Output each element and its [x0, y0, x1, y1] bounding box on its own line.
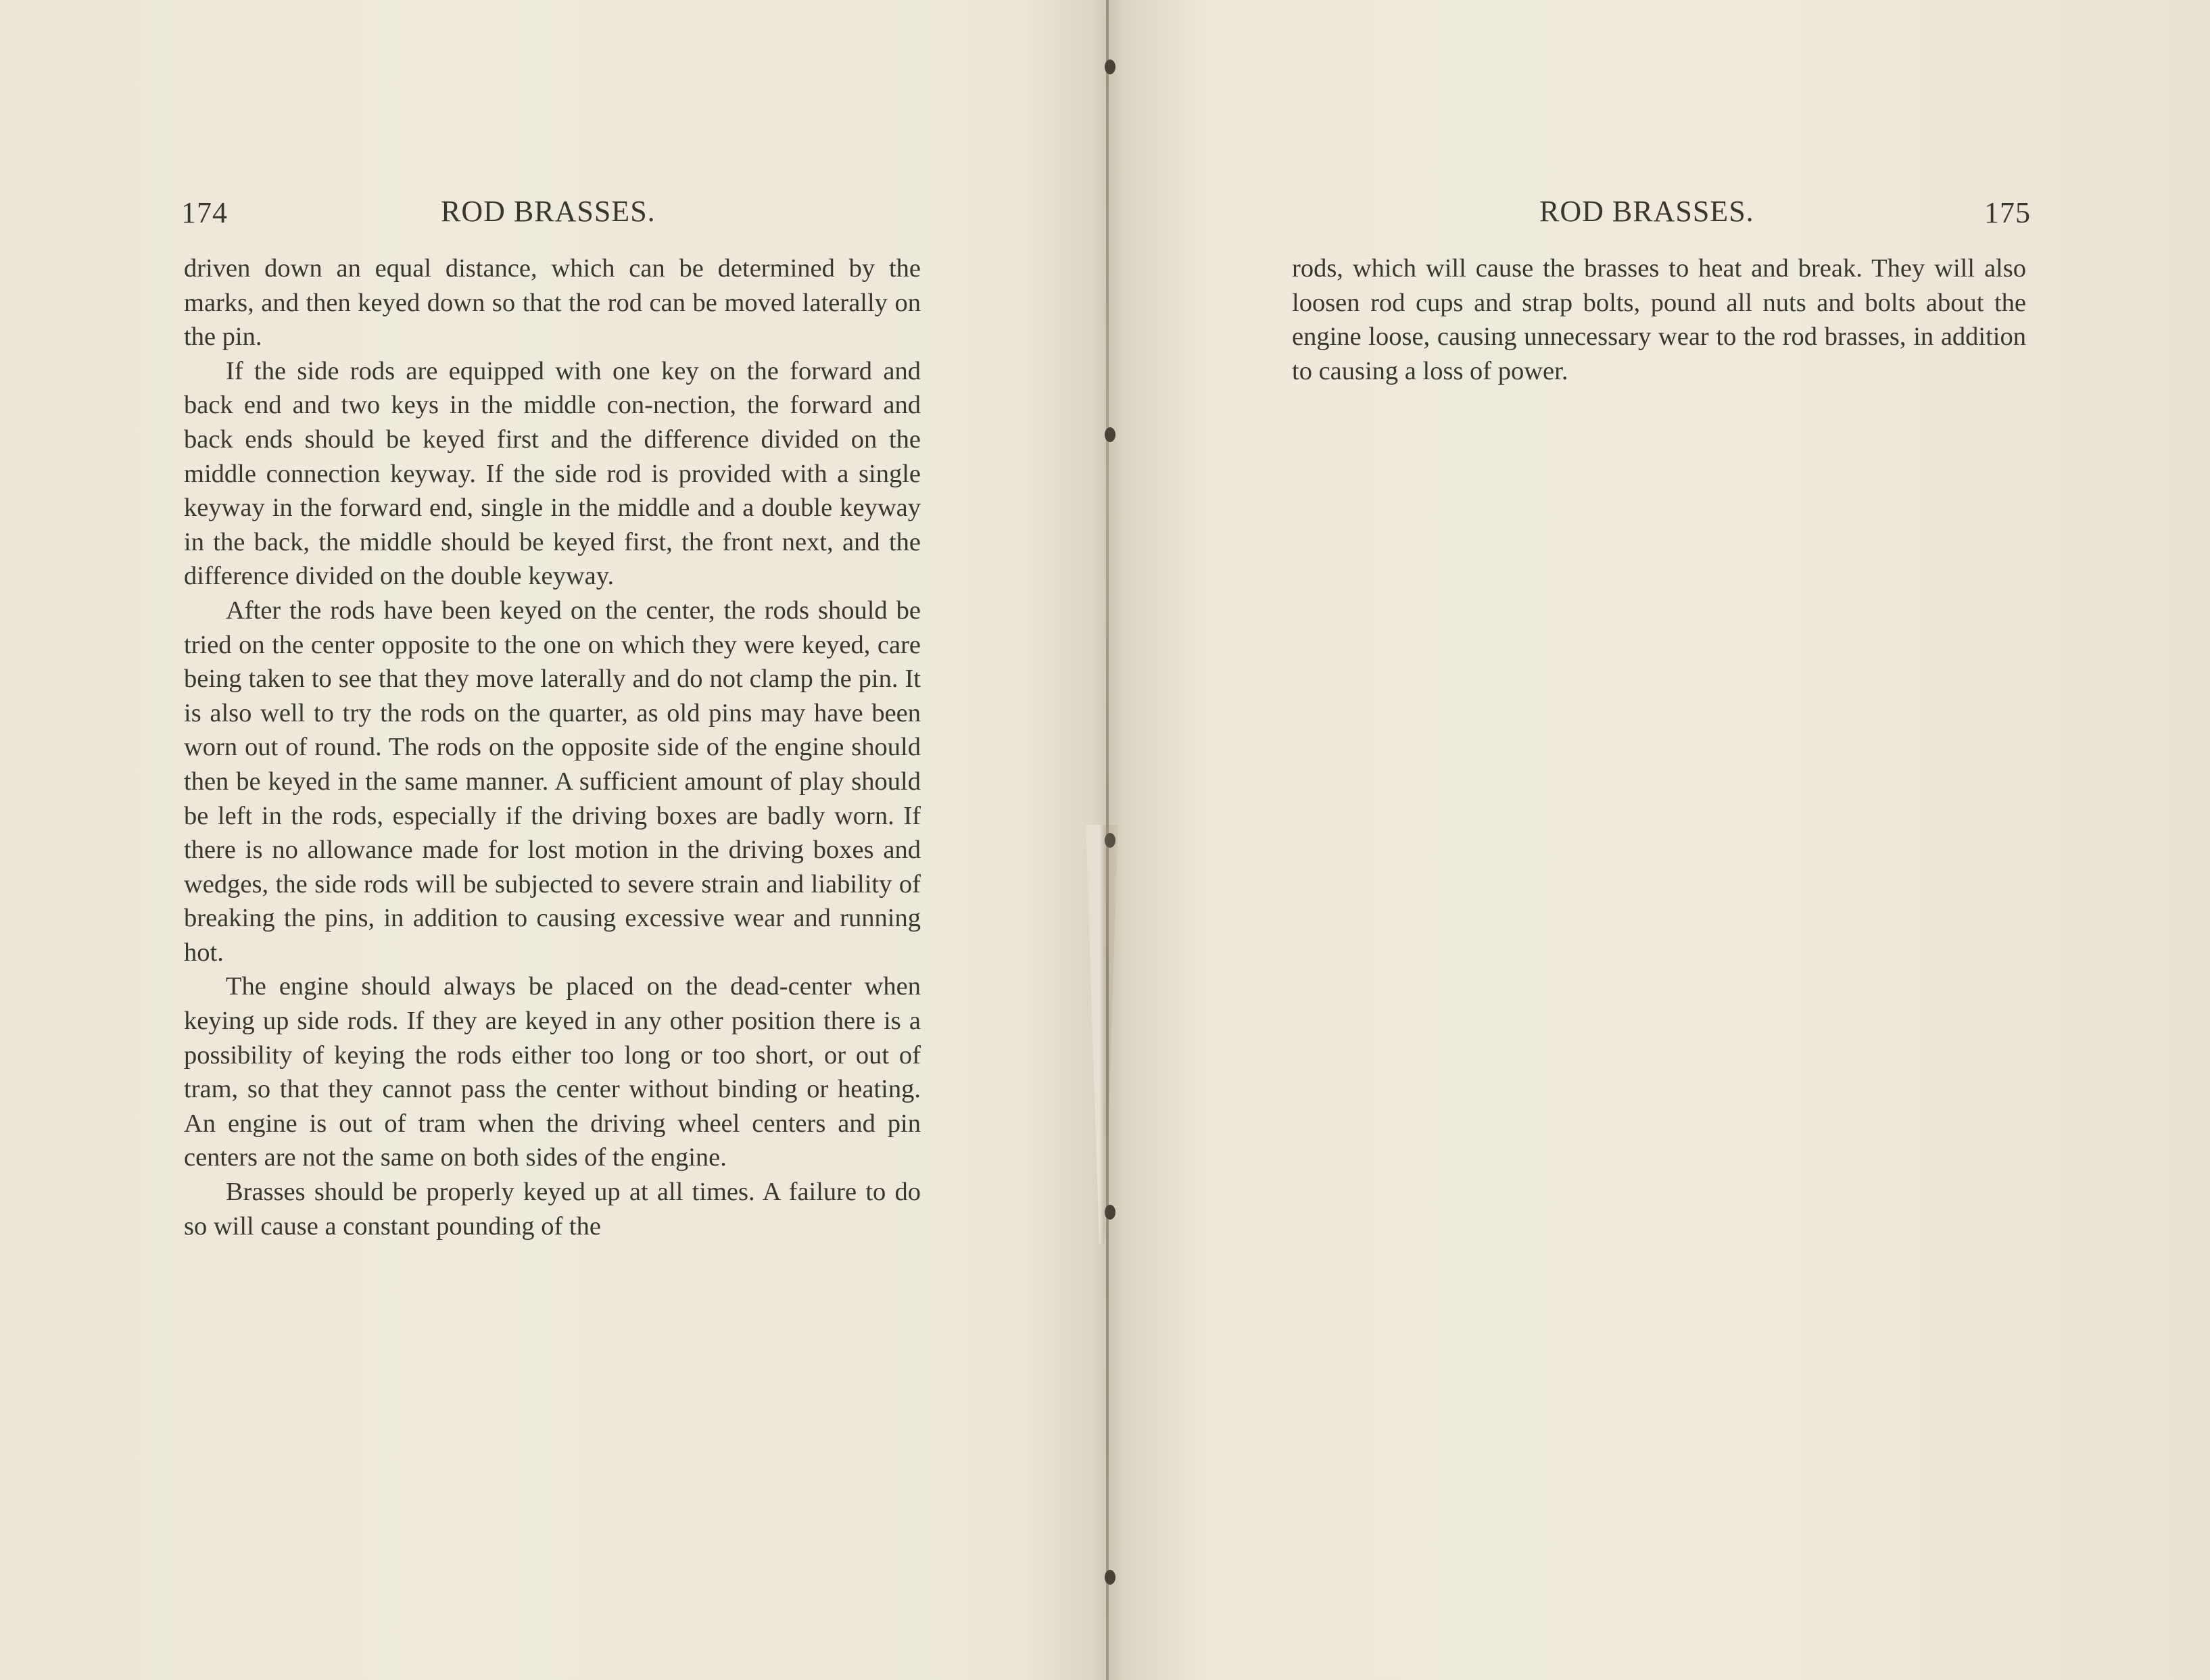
body-text	[184, 251, 921, 1243]
paragraph: Brasses should be properly keyed up at all times. A failure to do so will cause a constant pounding of the	[184, 1178, 921, 1241]
running-head: ROD BRASSES.	[1539, 195, 1754, 228]
paragraph: driven down an equal distance, which can be determined by the marks, and then keyed down so that the rod can be moved laterally on the pin.	[184, 254, 921, 352]
page-number: 174	[181, 196, 228, 229]
paragraph: rods, which will cause the brasses to heat and break. They will also loosen rod cups and strap bolts, pound all nuts and bolts about the engine loose, causing unnecessary wear to the rod brasses, in addition to causing a loss of power.	[1292, 254, 2026, 385]
body-text	[1292, 251, 2026, 388]
page-number: 175	[1984, 196, 2031, 229]
paragraph: If the side rods are equipped with one key on the forward and back end and two keys in the middle con-nection, the forward and back ends should be keyed first and the difference divided on the middle connection keyway. If the side rod is provided with a single keyway in the forward end, single in the middle and a double keyway in the back, the middle should be keyed first, the front next, and the difference divided on the double keyway.	[184, 356, 921, 591]
right-page	[1109, 0, 2210, 1680]
running-head: ROD BRASSES.	[441, 195, 656, 228]
left-page	[0, 0, 1095, 1680]
paragraph: After the rods have been keyed on the center, the rods should be tried on the center opposite to the one on which they were keyed, care being taken to see that they move laterally and do not clamp the pin. It is also well to try the rods on the quarter, as old pins may have been worn out of round. The rods on the opposite side of the engine should then be keyed in the same manner. A sufficient amount of play should be left in the rods, especially if the driving boxes are badly worn. If there is no allowance made for lost motion in the driving boxes and wedges, the side rods will be subjected to severe strain and liability of breaking the pins, in addition to causing excessive wear and running hot.	[184, 596, 921, 967]
paragraph: The engine should always be placed on the dead-center when keying up side rods. If they are keyed in any other position there is a possibility of keying the rods either too long or too short, or out of tram, so that they cannot pass the center without binding or heating. An engine is out of tram when the driving wheel centers and pin centers are not the same on both sides of the engine.	[184, 972, 921, 1172]
